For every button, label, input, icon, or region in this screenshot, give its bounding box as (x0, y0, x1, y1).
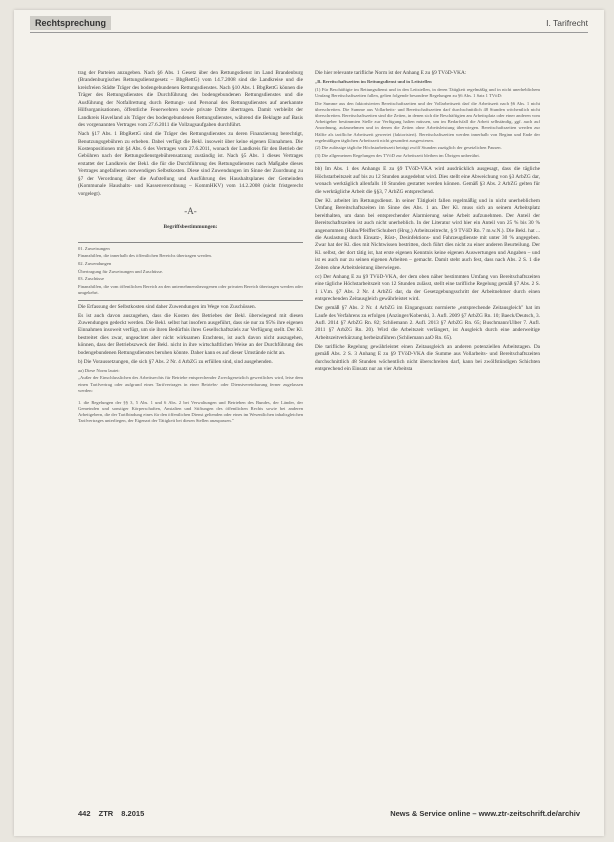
left-paragraph-3: Die Erfassung der Selbstkosten sind daher Zuwendungen im Wege von Zuschüssen. (78, 303, 256, 310)
divider (78, 300, 303, 301)
running-footer (78, 808, 580, 820)
running-header (30, 16, 588, 33)
definition-3-text: Finanzhilfen, die vom öffentlichen Bereich an den unternehmensbezogenen oder privaten Bereich übertragen werden oder umgekehrt. (78, 284, 303, 296)
right-paragraph-facts: Der Kl. arbeitet im Rettungsdienst. In seiner Tätigkeit fallen regelmäßig und in nicht unerheblichem Umfang Bereitschaftszeiten im Sinne des Abs. 1 an. Der Kl. muss sich an seinem Arbeitsplatz bereithalten, um dann bei entsprechender Alarmierung seine Arbeit aufzunehmen. Der Anteil der Bereitschaftszeiten ist auch nicht unerheblich. In der Literatur wird hier ein Anteil von 25 % bis 30 % angenommen (Hahn/Pfeiffer/Schubert (Hrsg.) Arbeitszeitrecht, § 9 TVöD Rn. 7 m.w.N.). Die Bekl. hat ... die Auslastung durch Einsatz-, Rüst-, Desinfektions- und Fahrzeugdienste mit unter 30 % angegeben. Zwar hat der Kl. dies mit Nichtwissen bestritten, doch führt dies nicht zu einer anderen Beurteilung. Der Kl. selbst, der dort tätig ist, hat erste eigenen Kenntnis keine eigenen Auswertungen und Angaben – und ist es auch nur zu seinen eigenen Arbeiten – gemacht. Damit steht auch fest, dass nach Abs. 2 S. 1 die Zeiten ohne Arbeitsleistung überwiegen. (315, 197, 540, 271)
divider (315, 162, 540, 163)
norm-heading: „B. Bereitschaftszeiten im Rettungsdienst und in Leitstellen (315, 78, 432, 84)
left-paragraph-6: aa) Diese Norm lautet: (78, 367, 120, 373)
left-column (78, 70, 303, 798)
norm-paragraph-2: Die Summe aus den faktorisierten Bereitschaftszeiten und der Vollarbeitszeit darf die Arbeitszeit nach §6 Abs. 1 nicht überschreiten. Die Summe aus Vollarbeits- und Bereitschaftszeiten darf durchschnittlich 48 Stunden wöchentlich nicht überschreiten. Bereitschaftszeiten sind die Zeiten, in denen sich die Beschäftigten am Arbeitsplatz oder einer anderen vom Arbeitgeber bestimmten Stelle zur Verfügung halten müssen, um im Bedarfsfall die Arbeit selbständig, ggf. auch auf Anordnung, aufzunehmen und in denen die Zeiten ohne Arbeitsleistung überwiegen. Bereitschaftszeiten werden zur Hälfte als tarifliche Arbeitszeit gewertet (faktorisiert). Bereitschaftszeiten werden innerhalb von Beginn und Ende der regelmäßigen täglichen Arbeitszeit nicht gesondert ausgewiesen. (315, 100, 540, 143)
left-paragraph-5: b) Die Voraussetzungen, die sich §7 Abs. 2 Nr. 4 ArbZG zu erfüllen sind, sind ausgehenden. (78, 358, 273, 365)
right-paragraph-bb: bb) Im Abs. 1 des Anhangs E zu §9 TVöD-VKA wird ausdrücklich ausgesagt, dass die tägliche Höchstarbeitszeit auf bis zu 12 Stunden ausgedehnt wird. Dies stellt eine Abweichung von §3 ArbZG dar, wonach werktäglich allenfalls 10 Stunden gestattet werden können. Gemäß §3 Abs. 2 ArbZG gelten für die werktägliche Arbeit die §§3, 7 ArbZG entsprechend. (315, 166, 540, 195)
norm-paragraph-1: (1) Für Beschäftigte im Rettungsdienst und in den Leitstellen, in deren Tätigkeit regelmäßig und in nicht unerheblichem Umfang Bereitschaftszeiten fallen, gelten folgende besondere Regelungen zu §6 Abs. 1 Satz 1 TVöD: (315, 86, 540, 98)
right-column (315, 70, 540, 798)
handwritten-mark: -A- (184, 206, 197, 217)
journal-issue: 8.2015 (121, 809, 145, 818)
divider (78, 242, 303, 243)
definition-1-text: Finanzhilfen, die innerhalb des öffentlichen Bereichs übertragen werden. (78, 253, 212, 259)
definition-2-title: 02. Zuwendungen (78, 261, 112, 267)
right-paragraph-regelung: Die tarifliche Regelung gewährleistet einen Zeitausgleich an anderen potenziellen Arbeitstagen. Da gemäß Abs. 2 S. 3 Anhang E zu §9 TVöD-VKA die Summe aus Vollarbeits- und Bereitschaftszeiten durchschnittlich 48 Stunden wöchentlich nicht überschreiten darf, kann bei zwölfstündigen Schichten entsprechend ein Einsatz nur an vier Arbeitsta (315, 343, 540, 373)
left-paragraph-4: Es ist auch davon auszugehen, dass die Kosten des Betriebes der Bekl. überwiegend mit diesen Zuwendungen gedeckt werden. Die Bekl. selbst hat insofern ausgeführt, dass sie nur zu 95% ihre eigenen Einnahmen insoweit verfügt, um sie ihren Bedürfnis ihres Gesellschaftsziels zur Verfügung stellt. Der Kl. bestreitet dies zwar, ungeachtet aber nicht wirksamen Erachtens, ist auch davon nicht auszugehen, können, dass der Betriebszweck der Bekl. nicht in ihre wirtschaftlichen Weise an der Durchführung des bodengebundenen Rettungsdienstes beruhen könnte. Daher kann es auf dieser Umstände nicht an. (78, 312, 303, 356)
right-paragraph-cc: cc) Der Anhang E zu §9 TVöD-VKA, der dem oben näher bestimmten Umfang von Bereitschaftszeiten eine tägliche Höchstarbeitszeit von 12 Stunden zulässt, stellt eine tarifliche Regelung gemäß §7 Abs. 2 S. 1 i.V.m. §7 Abs. 2 Nr. 4 ArbZG dar, da der Gesetzgebungsschritt der Arbeitnehmer durch einen entsprechenden Zeitausgleich gewährleistet wird. (315, 273, 540, 303)
page-number: 442 (78, 809, 91, 818)
right-paragraph-ausgleich: Der gemäß §7 Abs. 2 Nr. 4 ArbZG im Eingangssatz normierte „entsprechende Zeitausgleich" hat im Laufe des Verfahrens zu erfolgen (Anzinger/Koberski, 3. Aufl. 2009 §7 ArbZG Rn. 10; Baeck/Deutsch, 3. Aufl. 2014 §7 ArbZG Rn. 82; Schliemann 2. Aufl. 2013 §7 ArbZG Rn. 65; Buschmann/Ulber 7. Aufl. 2011 §7 ArbZG Rn. 20). Wird die Arbeitszeit verlängert, ist Ausgleich durch eine anderweitige Arbeitszeitverkürzung herbeizuführen (Schliemann aaO Rn. 65). (315, 305, 540, 341)
archive-link[interactable]: News & Service online – www.ztr-zeitschrift.de/archiv (390, 809, 580, 818)
definition-2-text: Übertragung für Zuweisungen und Zuschüsse. (78, 268, 164, 274)
definition-1-title: 01. Zuweisungen (78, 245, 110, 251)
statute-quote: „Außer der Einschlusslichen des Arbeitsrechts für Betriebe entsprechender Zweckgesetzlich gewertliches wird, leise dem einen Tarifvertrag oder aufgrund eines Tarifvertrages in einer Betriebs- oder Dienstvereinbarung ferner zugelassen werden: (78, 375, 303, 393)
definition-3-title: 03. Zuschüsse (78, 276, 105, 282)
document-page (14, 10, 604, 836)
right-paragraph-1: Die hier relevante tarifliche Norm ist der Anhang E zu §9 TVöD-VKA: (315, 70, 467, 76)
norm-paragraph-4: (3) Die allgemeinen Regelungen des TVöD zur Arbeitszeit bleiben im Übrigen unberührt. (315, 153, 480, 159)
footer-left (78, 808, 150, 820)
journal-name: ZTR (98, 809, 114, 818)
category-label: I. Tarifrecht (546, 18, 588, 28)
left-paragraph-1: trag der Parteien anzugeben. Nach §6 Abs. 1 Gesetz über den Rettungsdienst im Land Brandenburg (Brandenburgisches Rettungsdienstgesetz – BbgRettG) vom 14.7.2008 sind die Landkreise und die kreisfreien Städte Träger des bodengebundenen Rettungsdienstes. Nach §10 Abs. 1 BbgRettG können die Träger des Rettungsdienstes die Durchführung des bodengebundenen Rettungsdienstes und die Ausführung der Notfallrettung durch Rettungs- und Personal des Rettungsdienstes auf anerkannte Hilfsorganisationen, öffentliche Feuerwehren sowie private Dritte übertragen. Damit verbleibt der Landkreis Havelland als Träger des bodengebundenen Rettungsdienstes, während die Beklagte auf Basis des vorgenannten Vertrages vom 27.6.2011 die Vollzugsaufgaben durchführt. (78, 70, 303, 129)
norm-paragraph-3: (2) Die zulässige tägliche Höchstarbeitszeit beträgt zwölf Stunden zuzüglich der gesetzlichen Pausen. (315, 145, 502, 151)
statute-footnote: 1. die Regelungen der §§ 3, 5 Abs. 1 und 6 Abs. 2 bei Verwaltungen und Betrieben des Bundes, der Länder, der Gemeinden und sonstiger Körperschaften, Anstalten und Stiftungen des öffentlichen Rechts sowie bei anderen Arbeitgebern, die der Tarifbindung eines für den öffentlichen Dienst geltenden oder eines im Wesentlichen inhaltsgleichen Tarifvertrages unterliegen, der Eigenart der Tätigkeit bei diesen Stellen anzupassen." (78, 399, 303, 424)
section-heading: Begriffsbestimmungen: (163, 224, 218, 231)
section-label: Rechtsprechung (30, 16, 111, 30)
left-paragraph-2: Nach §17 Abs. 1 BbgRettG sind die Träger des Rettungsdienstes zu deren Finanzierung berechtigt, Benutzungsgebühren zu erheben. Dabei verfügt die Bekl. insoweit über keine eigenen Einnahmen. Die Kostenpositionen mit §4 Abs. 6 des Vertrages vom 27.6.2011, wonach der Landkreis für den Betrieb der Gebühren nach der Rettungsdienstgebührensatzung zuständig ist. Nach §5 Abs. 1 dieses Vertrages erstattet der Landkreis der Bekl. die für die Durchführung des Rettungsdienstes nach Maßgabe dieses Vertrages angefallenen notwendigen Selbstkosten. Diese sind Zuwendungen im Sinne der Zuordnung zu §7 der Verordnung über die Aufstellung und Ausführung des Haushaltsplanes der Gemeinden (Kommunale Haushalts- und Kassenverordnung – KommHKV) vom 14.2.2008 (nicht fristgerecht vorgelegt). (78, 131, 303, 197)
